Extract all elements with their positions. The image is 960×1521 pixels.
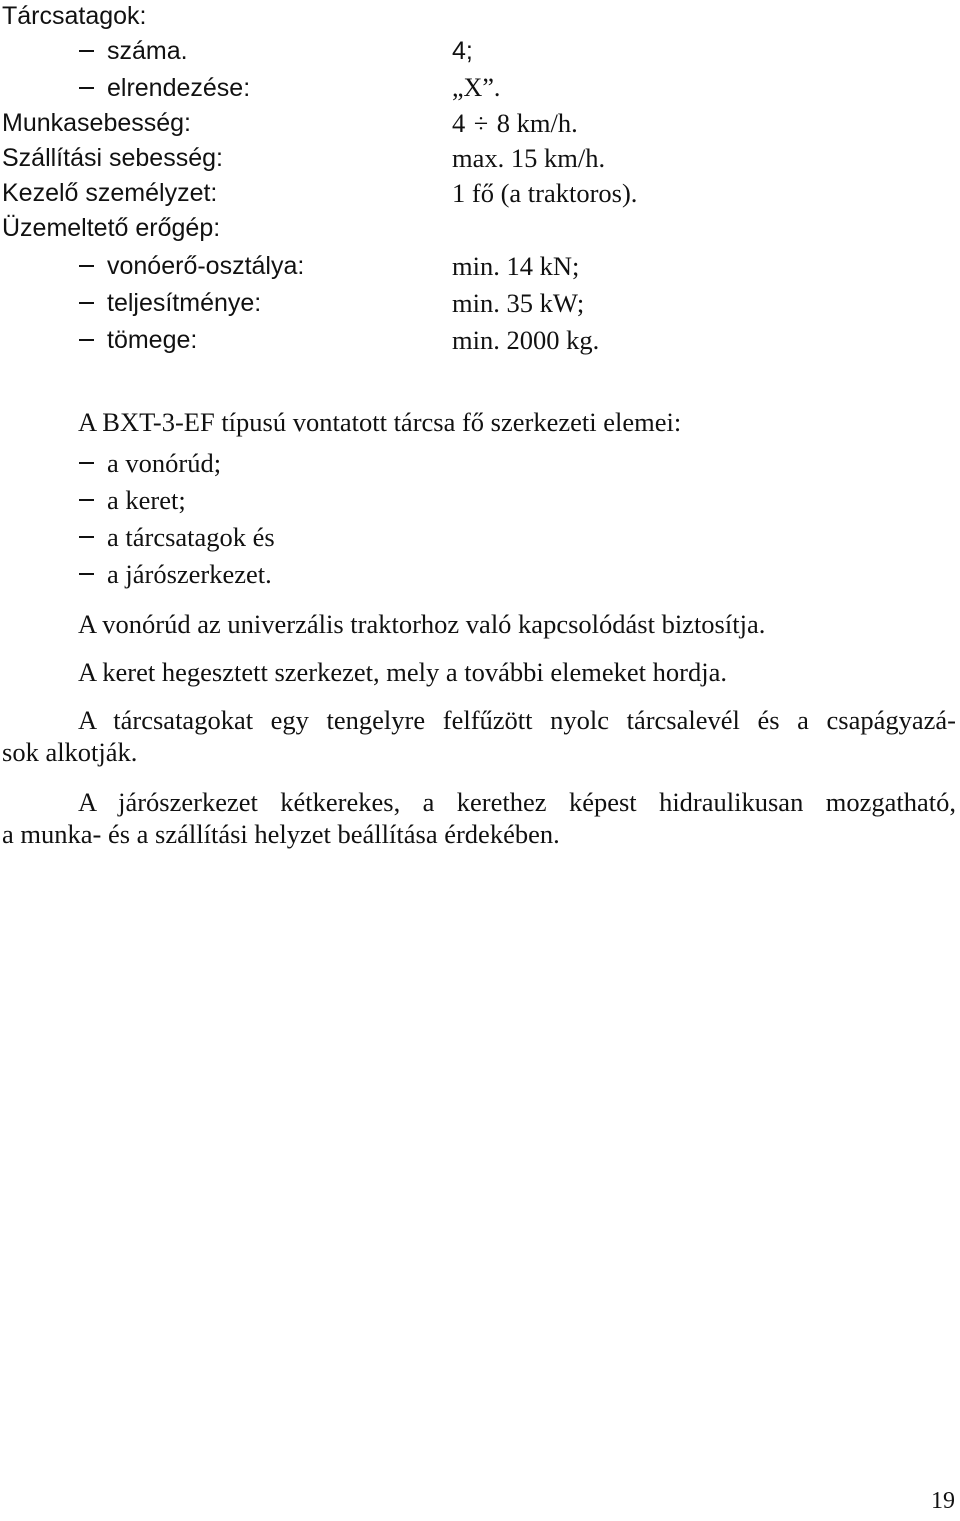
page-number: 19 bbox=[931, 1488, 955, 1514]
speed-from: 4 bbox=[452, 108, 466, 138]
spec-label: száma. bbox=[107, 37, 188, 65]
paragraph-disc-sections bbox=[0, 704, 960, 768]
spec-value bbox=[452, 107, 578, 140]
dash-bullet bbox=[79, 50, 94, 52]
spec-label: Munkasebesség: bbox=[2, 109, 192, 137]
spec-value: max. 15 km/h. bbox=[452, 143, 606, 173]
paragraph-line: sok alkotják. bbox=[2, 737, 138, 767]
spec-label: Kezelő személyzet: bbox=[2, 179, 218, 207]
paragraph-running-gear bbox=[0, 786, 960, 850]
structure-item-label: a vonórúd; bbox=[107, 448, 222, 478]
speed-to: 8 km/h. bbox=[496, 108, 578, 138]
paragraph-line: a munka- és a szállítási helyzet beállítása érdekében. bbox=[2, 819, 560, 849]
range-sign: ÷ bbox=[473, 109, 489, 138]
spec-label: elrendezése: bbox=[107, 74, 251, 102]
spec-heading-tractor: Üzemeltető erőgép: bbox=[2, 214, 221, 242]
structure-item-label: a tárcsatagok és bbox=[107, 522, 275, 552]
dash-bullet bbox=[79, 573, 94, 575]
dash-bullet bbox=[79, 536, 94, 538]
dash-bullet bbox=[79, 265, 94, 267]
structure-item-label: a keret; bbox=[107, 485, 186, 515]
dash-bullet bbox=[79, 339, 94, 341]
paragraph-drawbar: A vonórúd az univerzális traktorhoz való kapcsolódást biztosítja. bbox=[78, 609, 766, 639]
paragraph-line: A tárcsatagokat egy tengelyre felfűzött nyolc tárcsalevél és a csapágyazá- bbox=[78, 705, 956, 735]
paragraph-frame: A keret hegesztett szerkezet, mely a további elemeket hordja. bbox=[78, 657, 727, 687]
dash-bullet bbox=[79, 302, 94, 304]
spec-label: teljesítménye: bbox=[107, 289, 262, 317]
structure-item-label: a járószerkezet. bbox=[107, 559, 272, 589]
dash-bullet bbox=[79, 499, 94, 501]
spec-label: tömege: bbox=[107, 326, 198, 354]
spec-value: 4; bbox=[452, 37, 473, 65]
spec-value: min. 2000 kg. bbox=[452, 325, 600, 355]
spec-label: Szállítási sebesség: bbox=[2, 144, 223, 172]
paragraph-line: A járószerkezet kétkerekes, a kerethez képest hidraulikusan mozgatható, bbox=[78, 787, 956, 817]
structure-intro: A BXT-3-EF típusú vontatott tárcsa fő szerkezeti elemei: bbox=[78, 407, 682, 437]
dash-bullet bbox=[79, 462, 94, 464]
spec-value: 1 fő (a traktoros). bbox=[452, 178, 638, 208]
dash-bullet bbox=[79, 87, 94, 89]
spec-value: „X”. bbox=[452, 73, 501, 102]
spec-heading-discs: Tárcsatagok: bbox=[2, 2, 147, 30]
spec-value: min. 14 kN; bbox=[452, 251, 580, 281]
spec-value: min. 35 kW; bbox=[452, 288, 585, 318]
spec-label: vonóerő-osztálya: bbox=[107, 252, 305, 280]
